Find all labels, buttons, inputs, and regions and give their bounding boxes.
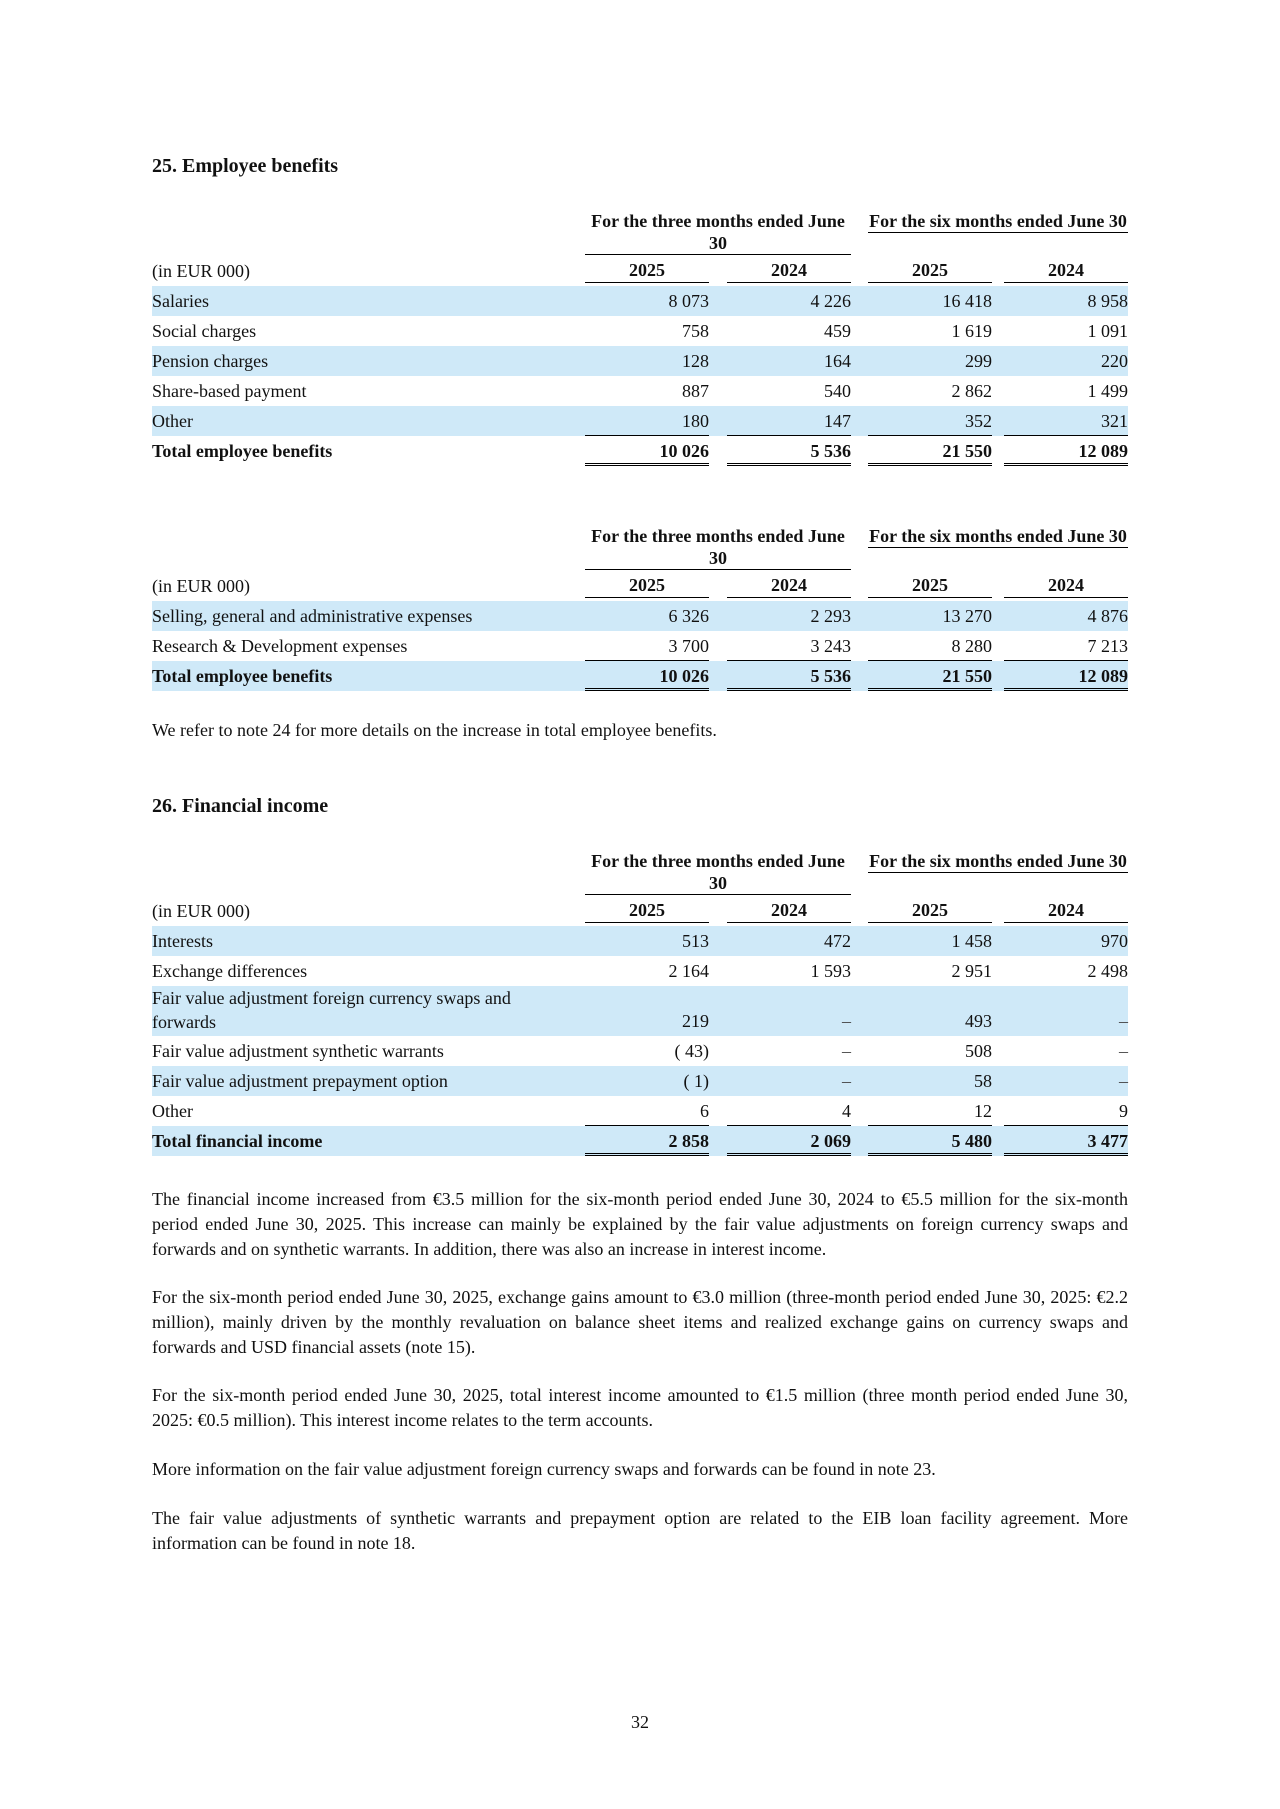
cell-value: 540 [824, 381, 851, 401]
cell-value: 10 026 [585, 661, 709, 691]
row-label: Fair value adjustment foreign currency swaps and forwards [152, 988, 511, 1032]
cell-value: 21 550 [868, 436, 992, 466]
year-header: 2024 [727, 258, 851, 283]
table-row [152, 986, 1128, 1036]
table-row [152, 926, 1128, 956]
cell-value: 8 073 [668, 291, 709, 311]
cell-value: 2 951 [951, 961, 992, 981]
cell-value: 513 [682, 931, 709, 951]
table-row [152, 601, 1128, 631]
row-label: Fair value adjustment synthetic warrants [152, 1041, 444, 1061]
cell-value: 16 418 [942, 291, 992, 311]
cell-value: 8 280 [868, 631, 992, 661]
year-header: 2025 [868, 573, 992, 598]
cell-value: 219 [682, 1011, 709, 1031]
cell-value: 2 858 [585, 1126, 709, 1156]
cell-value: 3 243 [727, 631, 851, 661]
cell-value: 2 498 [1087, 961, 1128, 981]
cell-value: 12 [868, 1096, 992, 1126]
cell-value: 493 [965, 1011, 992, 1031]
column-group-three-months: For the three months ended June 30 [585, 210, 851, 255]
cell-value: 10 026 [585, 436, 709, 466]
cell-value: 758 [682, 321, 709, 341]
cell-value: 4 [727, 1096, 851, 1126]
cell-value: 508 [965, 1041, 992, 1061]
cell-value: 3 700 [585, 631, 709, 661]
row-label: Total employee benefits [152, 666, 333, 686]
table-row [152, 286, 1128, 316]
cell-value: 6 326 [668, 606, 709, 626]
cell-value: 5 536 [727, 661, 851, 691]
unit-label: (in EUR 000) [152, 261, 250, 281]
year-header: 2025 [585, 258, 709, 283]
cell-value: 299 [965, 351, 992, 371]
year-header: 2025 [585, 898, 709, 923]
cell-value: 472 [824, 931, 851, 951]
column-group-six-months: For the six months ended June 30 [869, 526, 1127, 546]
cell-value: 9 [1004, 1096, 1128, 1126]
table-row [152, 1096, 1128, 1126]
cell-value: 147 [727, 406, 851, 436]
section-heading-employee-benefits: 25. Employee benefits [152, 155, 339, 177]
cell-value: 164 [824, 351, 851, 371]
note-paragraph: We refer to note 24 for more details on the increase in total employee benefits. [152, 720, 717, 740]
table-row [152, 1036, 1128, 1066]
column-group-three-months: For the three months ended June 30 [585, 850, 851, 895]
cell-value: 887 [682, 381, 709, 401]
table-header-row [152, 258, 1128, 284]
cell-value: – [842, 1011, 851, 1031]
page-number: 32 [631, 1712, 649, 1732]
cell-value: 352 [868, 406, 992, 436]
table-row [152, 631, 1128, 661]
body-paragraph: The fair value adjustments of synthetic warrants and prepayment option are related to the EIB loan facility agreement. More information can be found in note 18. [152, 1508, 1128, 1553]
row-label: Social charges [152, 321, 257, 341]
cell-value: 2 164 [668, 961, 709, 981]
body-paragraph: For the six-month period ended June 30, 2025, exchange gains amount to €3.0 million (three-month period ended June 30, 2025: €2.2 million), mainly driven by the monthly revaluation on balance sheet items and realized exchange gains on currency swaps and forwards and USD financial assets (note 15). [152, 1287, 1128, 1357]
cell-value: 2 069 [727, 1126, 851, 1156]
table-row [152, 316, 1128, 346]
cell-value: 2 862 [951, 381, 992, 401]
year-header: 2024 [1004, 258, 1128, 283]
table-header-row [152, 573, 1128, 599]
row-label: Interests [152, 931, 213, 951]
row-label: Other [152, 1101, 193, 1121]
row-label: Total employee benefits [152, 441, 333, 461]
cell-value: – [842, 1041, 851, 1061]
cell-value: 13 270 [942, 606, 992, 626]
cell-value: 21 550 [868, 661, 992, 691]
cell-value: – [1119, 1011, 1128, 1031]
cell-value: 8 958 [1087, 291, 1128, 311]
column-group-three-months: For the three months ended June 30 [585, 525, 851, 570]
cell-value: 180 [585, 406, 709, 436]
cell-value: 6 [585, 1096, 709, 1126]
table-row [152, 346, 1128, 376]
body-paragraph: More information on the fair value adjustment foreign currency swaps and forwards can be found in note 23. [152, 1459, 936, 1479]
cell-value: 5 480 [868, 1126, 992, 1156]
cell-value: 1 619 [951, 321, 992, 341]
row-label: Selling, general and administrative expenses [152, 606, 473, 626]
column-group-six-months: For the six months ended June 30 [869, 211, 1127, 231]
cell-value: 128 [682, 351, 709, 371]
year-header: 2024 [727, 898, 851, 923]
year-header: 2024 [1004, 573, 1128, 598]
year-header: 2025 [585, 573, 709, 598]
cell-value: 12 089 [1004, 661, 1128, 691]
table-body [152, 926, 1128, 1156]
cell-value: 7 213 [1004, 631, 1128, 661]
cell-value: 220 [1101, 351, 1128, 371]
row-label: Fair value adjustment prepayment option [152, 1071, 448, 1091]
row-label: Salaries [152, 291, 209, 311]
table-total-row [152, 661, 1128, 691]
year-header: 2025 [868, 898, 992, 923]
table-row [152, 1066, 1128, 1096]
cell-value: 4 226 [810, 291, 851, 311]
body-paragraph: For the six-month period ended June 30, 2025, total interest income amounted to €1.5 million (three month period ended June 30, 2025: €0.5 million). This interest income relates to the term accounts. [152, 1385, 1128, 1430]
body-paragraph: The financial income increased from €3.5 million for the six-month period ended June 30, 2024 to €5.5 million for the six-month period ended June 30, 2025. This increase can mainly be explained by the fair value adjustments on foreign currency swaps and forwards and on synthetic warrants. In addition, there was also an increase in interest income. [152, 1189, 1128, 1259]
cell-value: 1 091 [1087, 321, 1128, 341]
cell-value: – [1119, 1041, 1128, 1061]
section-heading-financial-income: 26. Financial income [152, 795, 329, 817]
cell-value: 2 293 [810, 606, 851, 626]
unit-label: (in EUR 000) [152, 901, 250, 921]
year-header: 2024 [727, 573, 851, 598]
cell-value: 1 593 [810, 961, 851, 981]
cell-value: – [1119, 1071, 1128, 1091]
table-body [152, 286, 1128, 466]
row-label: Total financial income [152, 1131, 323, 1151]
cell-value: 1 499 [1087, 381, 1128, 401]
cell-value: – [842, 1071, 851, 1091]
row-label: Research & Development expenses [152, 636, 408, 656]
table-header-row [152, 898, 1128, 924]
cell-value: 3 477 [1004, 1126, 1128, 1156]
cell-value: ( 1) [683, 1071, 709, 1091]
table-total-row [152, 436, 1128, 466]
column-group-six-months: For the six months ended June 30 [869, 851, 1127, 871]
row-label: Other [152, 411, 193, 431]
cell-value: ( 43) [674, 1041, 709, 1061]
cell-value: 58 [974, 1071, 992, 1091]
table-row [152, 376, 1128, 406]
table-row [152, 406, 1128, 436]
cell-value: 459 [824, 321, 851, 341]
cell-value: 970 [1101, 931, 1128, 951]
cell-value: 5 536 [727, 436, 851, 466]
row-label: Exchange differences [152, 961, 308, 981]
row-label: Share-based payment [152, 381, 307, 401]
unit-label: (in EUR 000) [152, 576, 250, 596]
year-header: 2025 [868, 258, 992, 283]
table-body [152, 601, 1128, 691]
cell-value: 12 089 [1004, 436, 1128, 466]
cell-value: 321 [1004, 406, 1128, 436]
table-row [152, 956, 1128, 986]
cell-value: 1 458 [951, 931, 992, 951]
cell-value: 4 876 [1087, 606, 1128, 626]
year-header: 2024 [1004, 898, 1128, 923]
table-total-row [152, 1126, 1128, 1156]
row-label: Pension charges [152, 351, 269, 371]
